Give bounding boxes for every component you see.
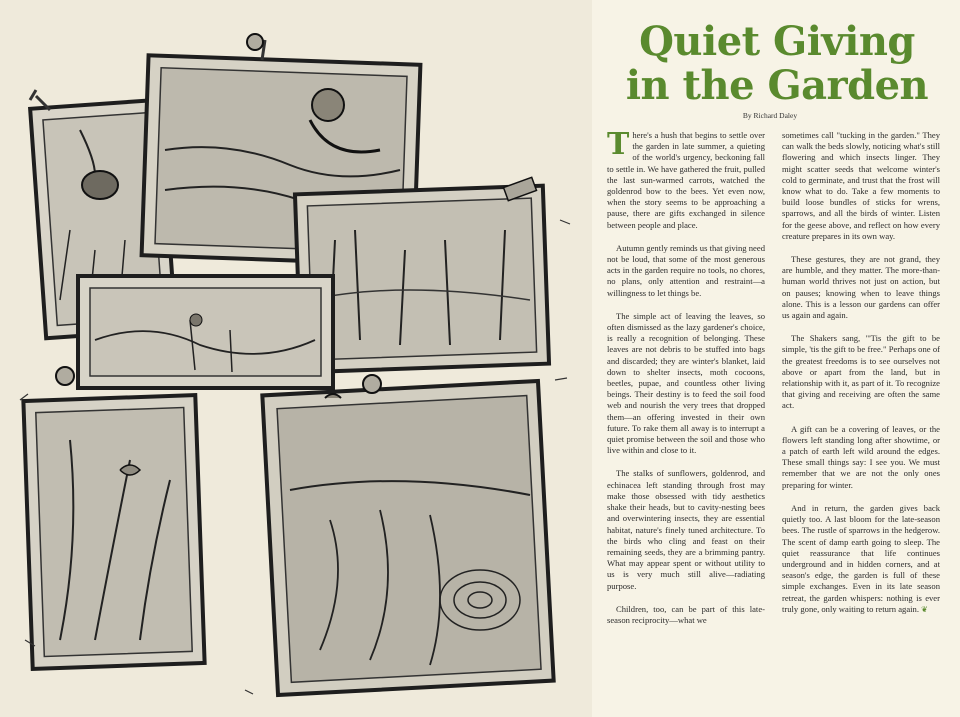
paragraph-text: And in return, the garden gives back quietly too. A last bloom for the late-season bees. The rustle of sparrows in the hedgerow. The scent of damp earth going to sleep. The quiet reassurance that life continues underground and in hidden corners, and at season's edge, the garden is full of these simple exchanges. Even in its late season retreat, the garden whispers: nothing is ever truly gone, only waiting to return again. [782,502,940,614]
drop-cap: T [607,127,630,162]
right-text-column [782,130,940,627]
left-text-column [607,127,765,638]
sketch-frame-meadow [78,276,333,388]
paragraph: Children, too, can be part of this late-season reciprocity—what we [607,603,765,625]
paragraph-text: here's a hush that begins to settle over the garden in late summer, a quieting of the world's urgency, beckoning fall to settle in. We have gathered the fruit, pulled the last sun-warmed carrots, watched the goldenrod bow to the bees. Yet even now, when the story seems to be approaching a pause, there are gifts exchanged in silence between people and place. [607,130,765,230]
paragraph: Autumn gently reminds us that giving need not be loud, that some of the most generous acts in the garden require no tools, no chores, no plans, only attention and restraint—a willingness to let things be. [607,242,765,298]
sketch-frame-roots [262,375,553,695]
end-mark-icon: ❦ [921,604,928,614]
article-title [604,20,950,108]
paragraph: The Shakers sang, "'Tis the gift to be simple, 'tis the gift to be free." Perhaps one of the greatest freedoms is to see ourselves not above or apart from the land, but in relationship with it, as part of it. To recognize that giving and receiving are often the same act. [782,333,940,411]
paragraph [782,503,940,615]
title-line-1: Quiet Giving [639,18,915,65]
title-line-2: in the Garden [625,62,929,109]
paragraph: These gestures, they are not grand, they are humble, and they matter. The more-than-human world thrives not just on action, but on pauses; knowing when to leave things alone. This is a lesson our gardens can offer us again and again. [782,254,940,321]
sketch-frame-grasses [23,367,204,669]
author-byline: By Richard Daley [742,111,798,120]
paragraph [607,127,765,231]
paragraph: sometimes call "tucking in the garden." They can walk the beds slowly, noticing what's still flowering and which insects linger. They might scatter seeds that welcome winter's cold to germinate, and trust that the frost will know what to do. Take a few moments to build loose bundles of sticks for wrens, sparrows, and all the birds of winter. Listen for the geese above, and reflect on how every creature prepares in its own way. [782,130,940,241]
paragraph: A gift can be a covering of leaves, or the flowers left standing long after showtime, or a patch of earth left wild around the edges. These small things say: I see you. We must remember that we are not the only ones preparing for winter. [782,423,940,490]
paragraph: The simple act of leaving the leaves, so often dismissed as the lazy gardener's choice, is really a recognition of belonging. These leaves are not debris to be stuffed into bags and discarded; they are winter's blanket, laid down to shelter insects, moth cocoons, beetles, pupae, and countless other living beings. Their destiny is to feed the soil food web and nourish the very trees that dropped them—an offering invested in their own future. To rake them all away is to interrupt a quiet promise between the soil and those who live within and close to it. [607,310,765,456]
paragraph: The stalks of sunflowers, goldenrod, and echinacea left standing through frost may make those obsessed with tidy aesthetics shake their heads, but to cavity-nesting bees and overwintering insects, they are essential habitat, nature's finely tuned architecture. To the birds who cling and feast on their remaining seeds, they are a brimming pantry. What may appear spent or without utility to us is very much still alive—radiating purpose. [607,468,765,591]
